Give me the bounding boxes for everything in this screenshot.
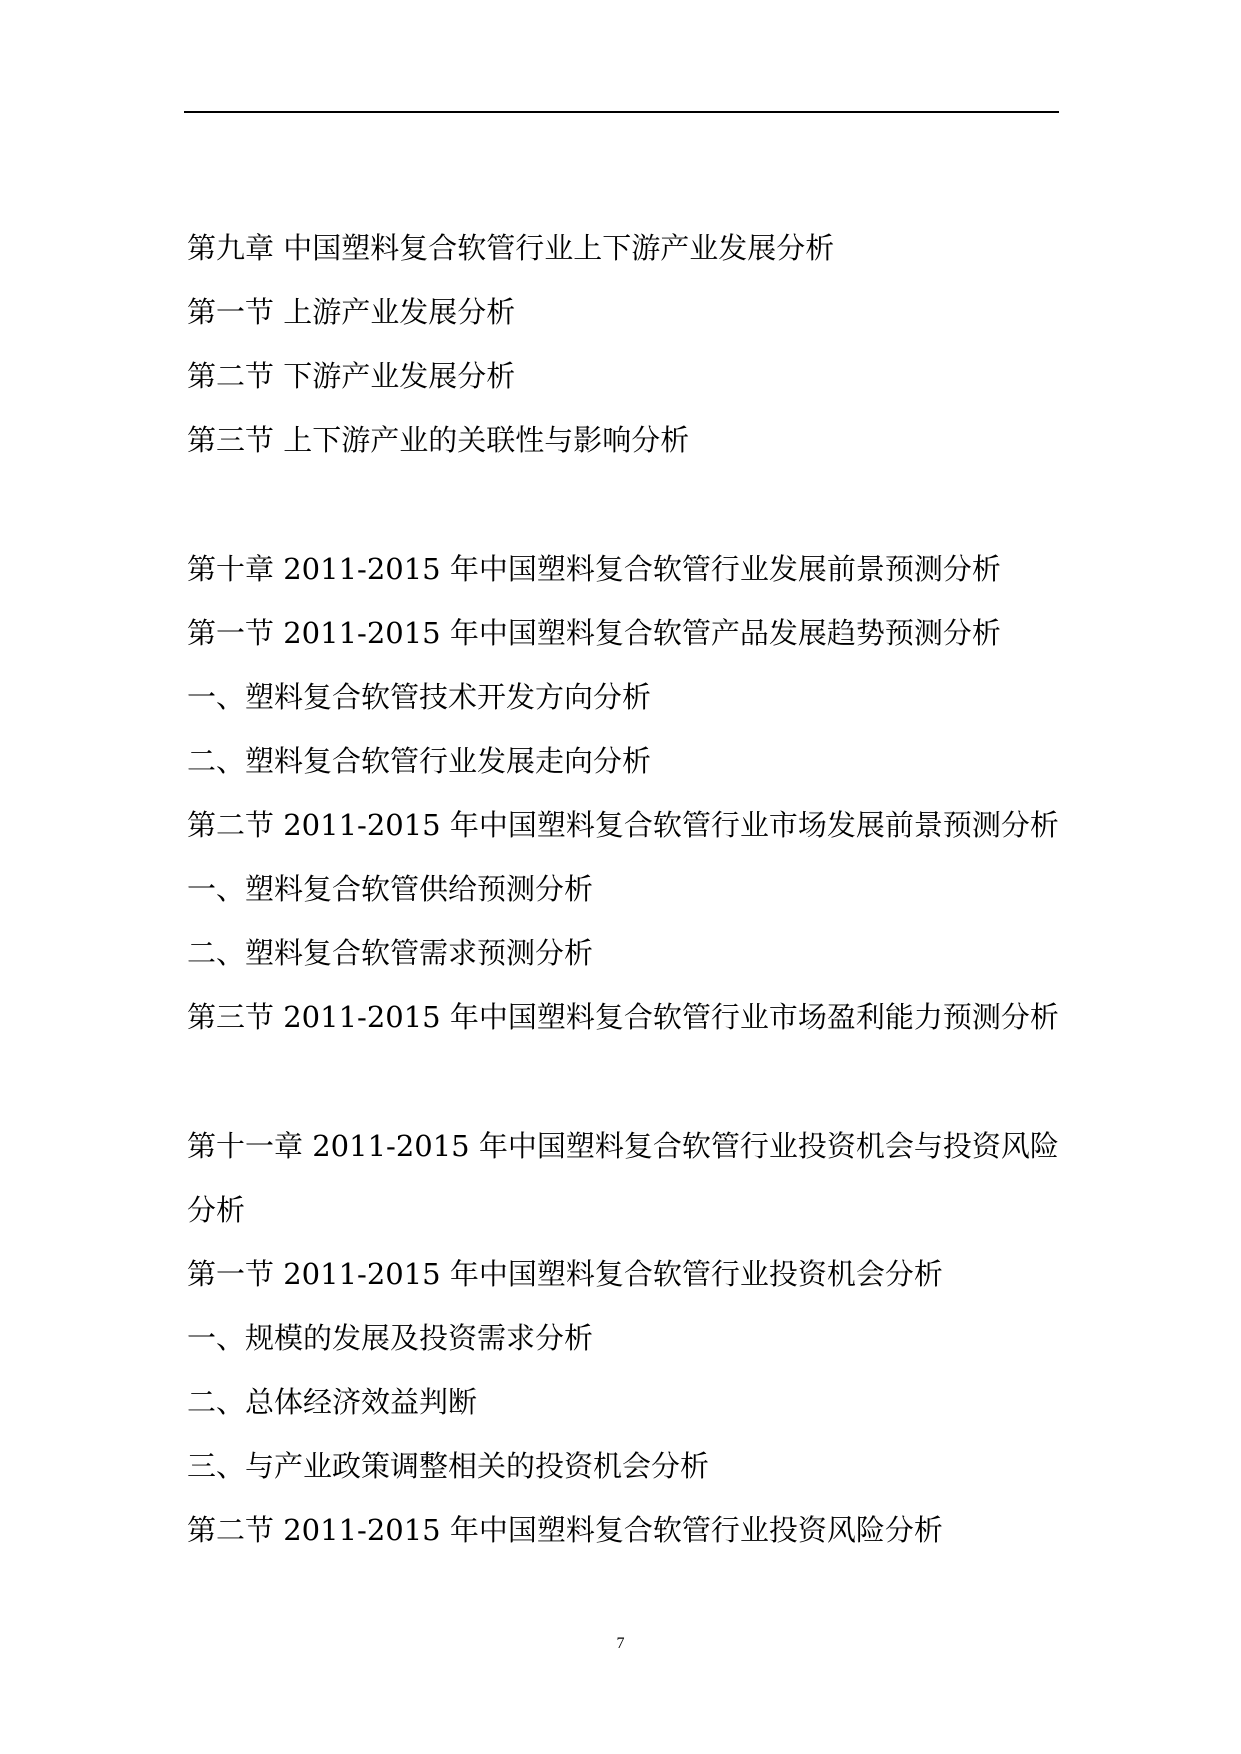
chapter-9-section-2: 第二节 下游产业发展分析 [187, 359, 516, 393]
chapter-10-section-1: 第一节 2011-2015 年中国塑料复合软管产品发展趋势预测分析 [187, 616, 1001, 650]
chapter-10-section-3: 第三节 2011-2015 年中国塑料复合软管行业市场盈利能力预测分析 [187, 1000, 1059, 1034]
chapter-10-section-2-item-1: 一、塑料复合软管供给预测分析 [187, 872, 594, 906]
chapter-11-section-1-item-3: 三、与产业政策调整相关的投资机会分析 [187, 1449, 710, 1483]
header-rule [184, 111, 1059, 113]
chapter-10-section-2-item-2: 二、塑料复合软管需求预测分析 [187, 936, 594, 970]
chapter-9-section-3: 第三节 上下游产业的关联性与影响分析 [187, 423, 690, 457]
chapter-11-section-2: 第二节 2011-2015 年中国塑料复合软管行业投资风险分析 [187, 1513, 943, 1547]
chapter-10-section-1-item-2: 二、塑料复合软管行业发展走向分析 [187, 744, 652, 778]
chapter-10-title: 第十章 2011-2015 年中国塑料复合软管行业发展前景预测分析 [187, 552, 1001, 586]
page-number: 7 [616, 1635, 625, 1652]
chapter-10-section-2: 第二节 2011-2015 年中国塑料复合软管行业市场发展前景预测分析 [187, 808, 1059, 842]
chapter-11-title-continued: 分析 [187, 1193, 246, 1227]
chapter-11-section-1-item-2: 二、总体经济效益判断 [187, 1385, 478, 1419]
chapter-10-section-1-item-1: 一、塑料复合软管技术开发方向分析 [187, 680, 652, 714]
chapter-11-section-1: 第一节 2011-2015 年中国塑料复合软管行业投资机会分析 [187, 1257, 943, 1291]
chapter-11-title: 第十一章 2011-2015 年中国塑料复合软管行业投资机会与投资风险 [187, 1129, 1059, 1163]
chapter-9-title: 第九章 中国塑料复合软管行业上下游产业发展分析 [187, 231, 835, 265]
chapter-9-section-1: 第一节 上游产业发展分析 [187, 295, 516, 329]
chapter-11-section-1-item-1: 一、规模的发展及投资需求分析 [187, 1321, 594, 1355]
